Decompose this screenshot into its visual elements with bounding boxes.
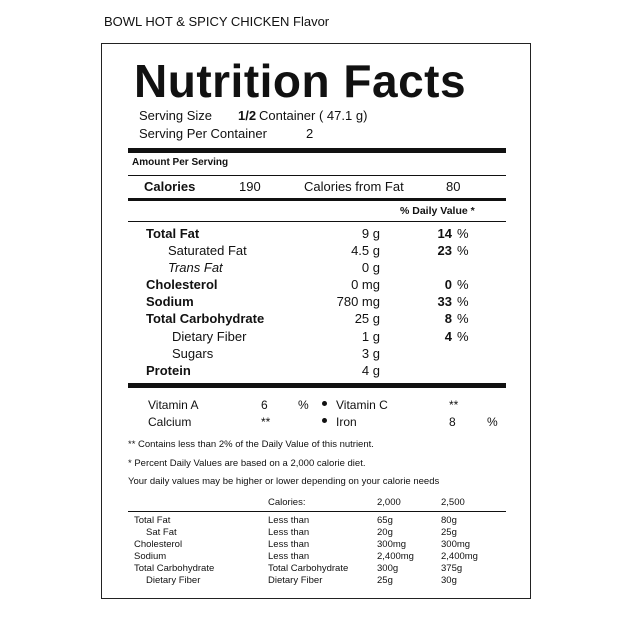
divider bbox=[128, 511, 506, 512]
reference-name: Total Fat bbox=[134, 515, 171, 526]
nutrient-dv: 23 bbox=[437, 243, 452, 258]
reference-value-2500: 2,400mg bbox=[441, 551, 478, 562]
nutrient-dv: 4 bbox=[444, 329, 452, 344]
percent-sign: % bbox=[457, 294, 469, 309]
nutrient-amount: 9 g bbox=[361, 226, 380, 241]
nutrient-amount: 3 g bbox=[361, 346, 380, 361]
percent-sign: % bbox=[457, 277, 469, 292]
nutrient-amount: 25 g bbox=[354, 311, 380, 326]
nutrient-name: Total Carbohydrate bbox=[146, 311, 265, 326]
nutrient-dv: 14 bbox=[437, 226, 452, 241]
medium-divider bbox=[128, 198, 506, 201]
reference-qualifier: Less than bbox=[268, 551, 310, 562]
divider bbox=[128, 175, 506, 176]
calcium-label: Calcium bbox=[148, 415, 192, 429]
percent-sign: % bbox=[298, 398, 309, 412]
footnote-less-than-2: ** Contains less than 2% of the Daily Value of this nutrient. bbox=[128, 439, 374, 450]
daily-value-header: % Daily Value * bbox=[400, 205, 475, 217]
calories-from-fat-value: 80 bbox=[446, 179, 461, 194]
calories-from-fat-label: Calories from Fat bbox=[304, 179, 404, 194]
percent-sign: % bbox=[457, 311, 469, 326]
thick-divider-top bbox=[128, 148, 506, 153]
nutrient-amount: 4.5 g bbox=[351, 243, 380, 258]
nutrient-amount: 1 g bbox=[361, 329, 380, 344]
reference-value-2000: 20g bbox=[377, 527, 393, 538]
iron-value: 8 bbox=[449, 415, 456, 429]
nutrient-name: Trans Fat bbox=[168, 260, 223, 275]
vitamin-a-label: Vitamin A bbox=[148, 398, 199, 412]
reference-name: Dietary Fiber bbox=[146, 575, 201, 586]
nutrient-amount: 0 g bbox=[361, 260, 380, 275]
reference-value-2000: 2,400mg bbox=[377, 551, 414, 562]
nutrient-name: Sodium bbox=[146, 294, 194, 309]
reference-qualifier: Dietary Fiber bbox=[268, 575, 323, 586]
label-title: Nutrition Facts bbox=[134, 55, 467, 107]
product-name: BOWL HOT & SPICY CHICKEN Flavor bbox=[104, 14, 330, 29]
reference-col-2000: 2,000 bbox=[377, 497, 401, 508]
reference-qualifier: Less than bbox=[268, 539, 310, 550]
reference-value-2500: 30g bbox=[441, 575, 457, 586]
calcium-value: ** bbox=[261, 415, 271, 429]
reference-value-2000: 65g bbox=[377, 515, 393, 526]
calories-value: 190 bbox=[239, 179, 261, 194]
bullet-icon bbox=[322, 401, 327, 406]
nutrient-name: Saturated Fat bbox=[168, 243, 247, 258]
footnote-may-vary: Your daily values may be higher or lower depending on your calorie needs bbox=[128, 476, 440, 487]
footnote-percent-based: * Percent Daily Values are based on a 2,000 calorie diet. bbox=[128, 458, 366, 469]
vitamin-c-label: Vitamin C bbox=[336, 398, 388, 412]
reference-col-2500: 2,500 bbox=[441, 497, 465, 508]
nutrient-dv: 8 bbox=[444, 311, 452, 326]
amount-per-serving: Amount Per Serving bbox=[132, 157, 229, 168]
reference-calories-label: Calories: bbox=[268, 497, 306, 508]
reference-value-2500: 25g bbox=[441, 527, 457, 538]
nutrient-name: Sugars bbox=[172, 346, 214, 361]
servings-per-container-value: 2 bbox=[306, 126, 314, 141]
thick-divider-bottom bbox=[128, 383, 506, 388]
reference-value-2500: 80g bbox=[441, 515, 457, 526]
percent-sign: % bbox=[457, 329, 469, 344]
vitamin-c-value: ** bbox=[449, 398, 459, 412]
nutrient-amount: 4 g bbox=[361, 363, 380, 378]
serving-size-unit: Container ( 47.1 g) bbox=[259, 108, 368, 123]
nutrient-amount: 0 mg bbox=[351, 277, 380, 292]
serving-size-amount: 1/2 bbox=[238, 108, 257, 123]
nutrient-name: Total Fat bbox=[146, 226, 200, 241]
bullet-icon bbox=[322, 418, 327, 423]
reference-value-2500: 300mg bbox=[441, 539, 471, 550]
reference-name: Sodium bbox=[134, 551, 167, 562]
calories-label: Calories bbox=[144, 179, 196, 194]
divider bbox=[128, 221, 506, 222]
serving-size-label: Serving Size bbox=[139, 108, 212, 123]
iron-label: Iron bbox=[336, 415, 357, 429]
reference-value-2000: 25g bbox=[377, 575, 393, 586]
reference-name: Cholesterol bbox=[134, 539, 183, 550]
reference-name: Sat Fat bbox=[146, 527, 177, 538]
reference-qualifier: Less than bbox=[268, 515, 310, 526]
reference-qualifier: Total Carbohydrate bbox=[268, 563, 349, 574]
vitamin-a-value: 6 bbox=[261, 398, 268, 412]
reference-value-2500: 375g bbox=[441, 563, 463, 574]
reference-value-2000: 300g bbox=[377, 563, 399, 574]
servings-per-container-label: Serving Per Container bbox=[139, 126, 267, 141]
percent-sign: % bbox=[457, 226, 469, 241]
reference-name: Total Carbohydrate bbox=[134, 563, 215, 574]
nutrition-facts-label bbox=[101, 43, 531, 599]
nutrient-name: Cholesterol bbox=[146, 277, 218, 292]
reference-value-2000: 300mg bbox=[377, 539, 407, 550]
nutrient-dv: 0 bbox=[444, 277, 452, 292]
percent-sign: % bbox=[457, 243, 469, 258]
nutrient-name: Dietary Fiber bbox=[172, 329, 247, 344]
nutrient-name: Protein bbox=[146, 363, 191, 378]
nutrient-dv: 33 bbox=[437, 294, 452, 309]
reference-qualifier: Less than bbox=[268, 527, 310, 538]
nutrient-amount: 780 mg bbox=[336, 294, 380, 309]
percent-sign: % bbox=[487, 415, 498, 429]
